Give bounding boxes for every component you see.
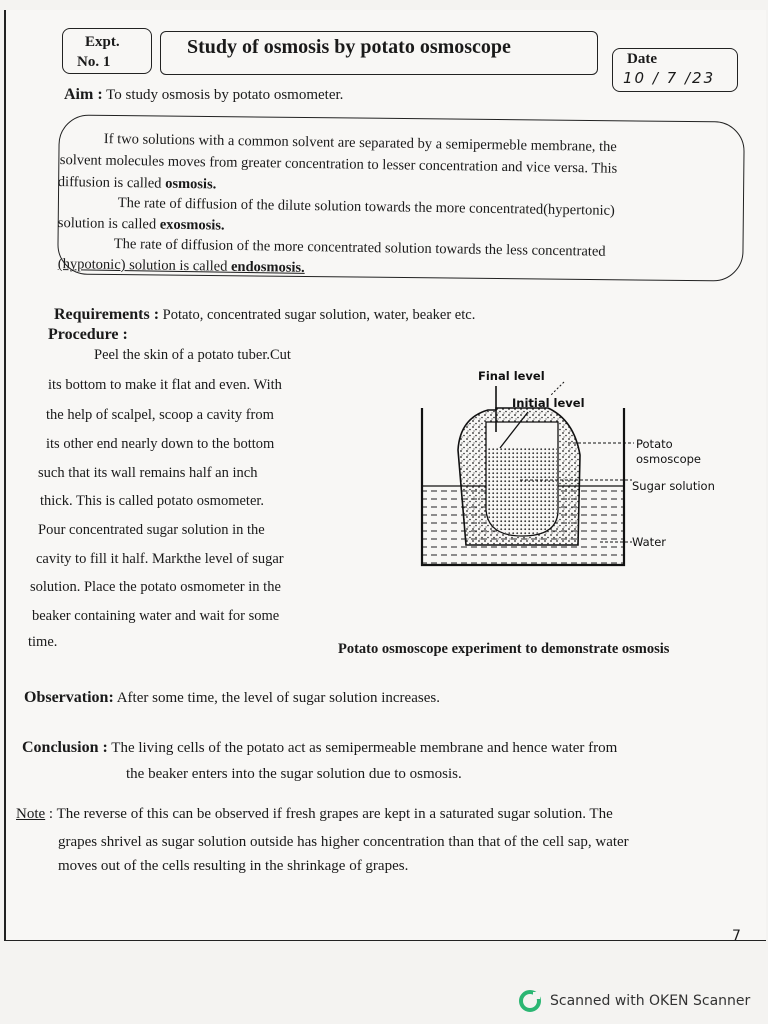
- procedure-line: Pour concentrated sugar solution in the: [38, 522, 265, 538]
- final-level-pointer: [550, 382, 564, 396]
- procedure-line: thick. This is called potato osmometer.: [40, 493, 265, 509]
- experiment-number-box: [62, 28, 152, 74]
- conclusion-section: [22, 739, 617, 757]
- osmosis-line-3: [58, 174, 217, 193]
- expt-number: No. 1: [77, 54, 111, 70]
- observation-label: Observation:: [24, 689, 114, 706]
- page-title: Study of osmosis by potato osmoscope: [187, 36, 511, 58]
- exosmosis-line-1: The rate of diffusion of the dilute solution towards the more concentrated(hypertonic): [117, 195, 615, 219]
- procedure-line: solution. Place the potato osmometer in the: [30, 579, 281, 595]
- scanner-watermark: [518, 989, 750, 1013]
- water-label: Water: [632, 535, 666, 549]
- exosmosis-line-2: [58, 215, 225, 235]
- oken-scanner-logo-icon: [518, 989, 542, 1013]
- requirements-text: Potato, concentrated sugar solution, water, beaker etc.: [159, 307, 476, 323]
- endosmosis-term: endosmosis.: [230, 258, 305, 276]
- procedure-line: the help of scalpel, scoop a cavity from: [46, 407, 274, 423]
- diagram-caption: Potato osmoscope experiment to demonstrate osmosis: [338, 641, 670, 657]
- aim-label: Aim :: [64, 86, 103, 103]
- final-level-label: Final level: [478, 369, 545, 383]
- procedure-line: time.: [28, 634, 58, 650]
- endosmosis-line-2-text: (hypotonic) solution is called: [57, 256, 232, 275]
- sugar-solution: [487, 448, 557, 535]
- sugar-solution-label: Sugar solution: [632, 479, 715, 493]
- scanner-text: Scanned with OKEN Scanner: [550, 993, 751, 1009]
- aim-section: [64, 86, 343, 104]
- initial-level-label: Initial level: [512, 396, 585, 410]
- potato-label-line-1: Potato: [636, 437, 673, 451]
- exosmosis-line-2-text: solution is called: [57, 215, 160, 233]
- procedure-line: its bottom to make it flat and even. With: [48, 377, 282, 393]
- note-label: Note: [16, 806, 46, 822]
- title-box: [160, 31, 598, 75]
- requirements-section: [54, 306, 475, 324]
- note-section: [16, 806, 613, 823]
- procedure-line: cavity to fill it half. Markthe level of sugar: [36, 551, 284, 567]
- observation-section: [24, 689, 440, 707]
- osmosis-term: osmosis.: [165, 175, 217, 193]
- procedure-line: its other end nearly down to the bottom: [46, 436, 275, 452]
- procedure-line: Peel the skin of a potato tuber.Cut: [94, 347, 291, 363]
- osmosis-line-2: solvent molecules moves from greater concentration to lesser concentration and vice versa. This: [59, 152, 618, 177]
- note-line-1: : The reverse of this can be observed if fresh grapes are kept in a saturated sugar solution. The: [45, 806, 613, 822]
- observation-text: After some time, the level of sugar solution increases.: [113, 690, 440, 706]
- exosmosis-term: exosmosis.: [159, 216, 225, 234]
- potato-label-line-2: osmoscope: [636, 452, 701, 466]
- date-label: Date: [627, 51, 657, 67]
- aim-text: To study osmosis by potato osmometer.: [102, 87, 344, 103]
- conclusion-label: Conclusion :: [22, 739, 108, 756]
- logo-gap: [533, 992, 540, 999]
- expt-label: Expt.: [85, 34, 120, 50]
- endosmosis-line-1: The rate of diffusion of the more concentrated solution towards the less concentrated: [113, 236, 606, 260]
- requirements-label: Requirements :: [54, 306, 160, 323]
- procedure-line: beaker containing water and wait for some: [32, 608, 280, 624]
- osmosis-line-3-text: diffusion is called: [57, 174, 166, 192]
- procedure-label: Procedure :: [48, 326, 128, 343]
- note-line-2: grapes shrivel as sugar solution outside has higher concentration than that of the cell sap, water: [58, 834, 629, 850]
- conclusion-line-2: the beaker enters into the sugar solution due to osmosis.: [126, 766, 462, 782]
- potato-osmoscope-diagram: [400, 360, 740, 585]
- osmosis-line-1: If two solutions with a common solvent are separated by a semipermeble membrane, the: [103, 131, 617, 156]
- date-box: [612, 48, 738, 92]
- date-value: 10 / 7 /23: [623, 69, 716, 87]
- procedure-line: such that its wall remains half an inch: [38, 465, 258, 481]
- note-line-3: moves out of the cells resulting in the shrinkage of grapes.: [58, 858, 409, 874]
- page-number: 7: [732, 928, 741, 944]
- conclusion-line-1: The living cells of the potato act as semipermeable membrane and hence water from: [107, 740, 618, 756]
